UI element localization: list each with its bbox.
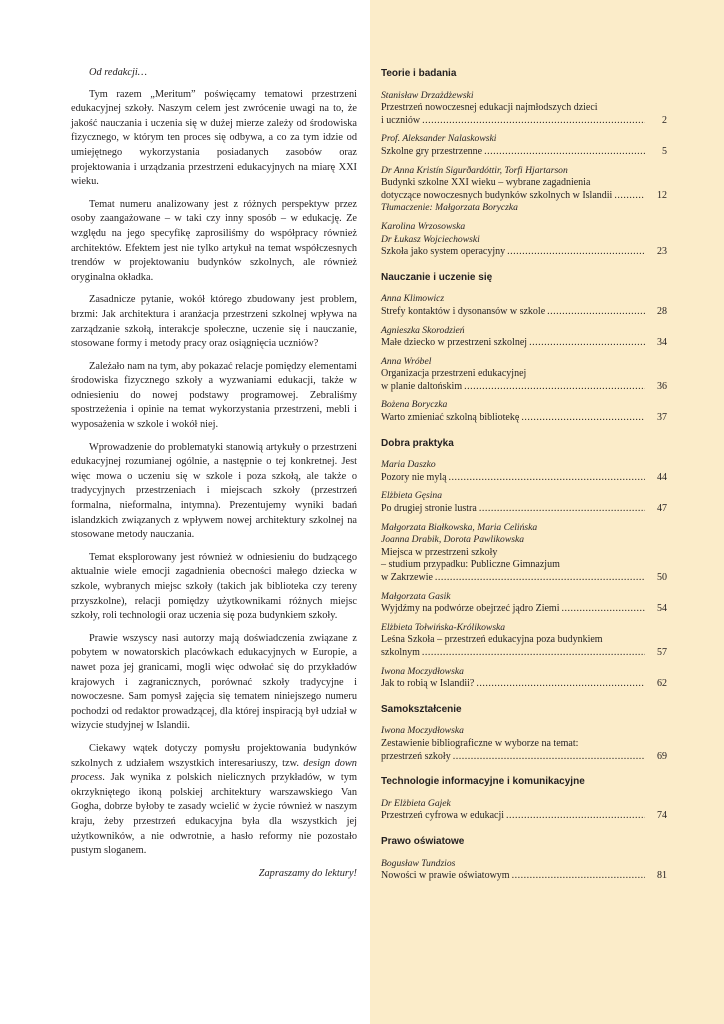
toc-entry-leader-line xyxy=(381,647,667,660)
toc-page-number: 36 xyxy=(657,380,667,392)
toc-entry-leader-line xyxy=(381,870,667,883)
toc-entry-author: Anna Klimowicz xyxy=(381,293,445,305)
editorial-paragraph: Zasadnicze pytanie, wokół którego zbudowany jest problem, brzmi: Jak architektura i aranżacja przestrzeni szkolnej wpływa na zarządzanie szkołą, interakcje społeczne, uczenie się i nauczanie, stosowane formy i metody pracy oraz osiągnięcia uczniów? xyxy=(71,294,357,350)
toc-entry[interactable] xyxy=(381,90,667,128)
toc-section xyxy=(381,438,667,691)
toc-page-number: 44 xyxy=(657,471,667,483)
toc-entry[interactable] xyxy=(381,798,667,823)
toc-entry-title: i uczniów xyxy=(381,114,421,126)
toc-entry-author: Agnieszka Skorodzień xyxy=(381,324,465,336)
editorial-paragraph: Wprowadzenie do problematyki stanowią artykuły o przestrzeni edukacyjnej rozumianej ogólnie, a następnie o tej konkretnej. Jest więc mowa o uczeniu się w szkole i poza szkołą, ale także o tradycyjnych przestrzeniach i miejscach szkoły (przestrzeń formalna, nieformalna, intymna). Prezentujemy wyniki badań islandzkich związanych z wpływem nowej architektury szkolnej na stosowane metody nauczania. xyxy=(71,441,357,541)
toc-entry-author: Dr Anna Kristín Sigurðardóttir, Torfi Hjartarson xyxy=(381,164,568,176)
toc-entry-leader-line xyxy=(381,678,667,691)
toc-page-number: 62 xyxy=(657,678,667,690)
toc-entry-title-line: – studium przypadku: Publiczne Gimnazjum xyxy=(381,559,560,571)
toc-entry-author: Iwona Moczydłowska xyxy=(381,665,464,677)
toc-dot-leader xyxy=(453,751,645,764)
toc-dot-leader xyxy=(476,678,645,691)
table-of-contents xyxy=(381,68,667,896)
toc-entry-leader-line xyxy=(381,751,667,764)
editorial-closing: Zapraszamy do lektury! xyxy=(258,867,357,879)
toc-section xyxy=(381,776,667,823)
toc-section xyxy=(381,704,667,763)
toc-page-number: 23 xyxy=(657,246,667,258)
toc-entry-author: Anna Wróbel xyxy=(381,355,432,367)
editorial-paragraph: Tym razem „Meritum” poświęcamy tematowi przestrzeni edukacyjnej szkoły. Naszym celem jest zwrócenie uwagi na to, że jakość nauczania i uczenia się w dużej mierze zależy od środowiska fizycznego, w którym ten proces się odbywa, a co za tym idzie od umiejętnego wykorzystania posiadanych zasobów oraz projektowania i urządzania przestrzeni edukacyjnych na miarę XXI wieku. xyxy=(71,88,357,188)
toc-entry[interactable] xyxy=(381,399,667,424)
toc-entry[interactable] xyxy=(381,356,667,394)
toc-entry[interactable] xyxy=(381,725,667,763)
toc-entry-leader-line xyxy=(381,381,667,394)
toc-entry-title-line: Budynki szkolne XXI wieku – wybrane zagadnienia xyxy=(381,177,591,189)
toc-page-number: 50 xyxy=(657,572,667,583)
toc-section-title: Prawo oświatowe xyxy=(381,835,465,847)
toc-section-title: Nauczanie i uczenie się xyxy=(381,271,493,283)
toc-dot-leader xyxy=(562,603,646,616)
toc-page-number: 54 xyxy=(657,603,667,615)
toc-page-number: 37 xyxy=(657,412,667,424)
toc-page-number: 69 xyxy=(657,750,667,762)
toc-dot-leader xyxy=(484,146,645,159)
toc-page-number: 2 xyxy=(662,114,667,126)
toc-entry-title: szkolnym xyxy=(381,646,420,658)
toc-section xyxy=(381,68,667,259)
toc-entry-author: Bożena Boryczka xyxy=(381,399,448,411)
toc-entry-leader-line xyxy=(381,306,667,319)
toc-section-title: Samokształcenie xyxy=(381,703,462,715)
toc-entry-author: Joanna Drabik, Dorota Pawlikowska xyxy=(381,534,525,546)
toc-dot-leader xyxy=(506,810,645,823)
toc-entry[interactable] xyxy=(381,459,667,484)
toc-dot-leader xyxy=(422,115,645,128)
toc-dot-leader xyxy=(507,246,645,259)
toc-entry-leader-line xyxy=(381,146,667,159)
toc-dot-leader xyxy=(547,306,645,319)
editorial-column xyxy=(71,66,357,881)
toc-entry-title: Warto zmieniać szkolną bibliotekę xyxy=(381,412,520,424)
toc-page-number: 47 xyxy=(657,503,667,515)
toc-section-title: Teorie i badania xyxy=(381,68,457,79)
toc-entry[interactable] xyxy=(381,293,667,318)
toc-entry-author: Bogusław Tundzios xyxy=(381,857,456,869)
toc-section-title: Dobra praktyka xyxy=(381,437,454,449)
toc-entry[interactable] xyxy=(381,591,667,616)
toc-dot-leader xyxy=(449,472,645,485)
toc-entry-author: Iwona Moczydłowska xyxy=(381,725,464,737)
editorial-heading: Od redakcji… xyxy=(89,67,147,78)
toc-section xyxy=(381,272,667,425)
editorial-paragraph: Temat numeru analizowany jest z różnych perspektyw przez osoby zaangażowane – w taki czy inny sposób – w edukację. Ze względu na jego specyfikę zaprosiliśmy do współpracy również architektów. Efektem jest nie tylko artykuł na temat współczesnych trendów w projektowaniu budynków szkolnych, ale również oryginalna okładka. xyxy=(71,198,357,283)
toc-entry-title: dotyczące nowoczesnych budynków szkolnych w Islandii xyxy=(381,189,613,201)
toc-section-title: Technologie informacyjne i komunikacyjne xyxy=(381,776,585,788)
toc-entry[interactable] xyxy=(381,522,667,585)
toc-page-number: 5 xyxy=(662,145,667,157)
toc-entry-leader-line xyxy=(381,472,667,485)
toc-entry-leader-line xyxy=(381,603,667,616)
editorial-paragraph: Zależało nam na tym, aby pokazać relacje pomiędzy elementami środowiska fizycznego szkoły a wyzwaniami edukacji, także w odniesieniu do nowej podstawy programowej. Zebraliśmy spostrzeżenia i opinie na temat wykorzystania przestrzeni, mebli i wyposażenia w szkole i wokół niej. xyxy=(71,360,357,431)
toc-entry-author: Elżbieta Gęsina xyxy=(381,490,443,502)
toc-entry-title: w Zakrzewie xyxy=(381,572,433,583)
toc-dot-leader xyxy=(529,337,645,350)
toc-entry-title-line: Przestrzeń nowoczesnej edukacji najmłodszych dzieci xyxy=(381,102,598,114)
toc-entry-leader-line xyxy=(381,190,667,203)
toc-dot-leader xyxy=(479,503,645,516)
toc-entry-title-line: Organizacja przestrzeni edukacyjnej xyxy=(381,368,527,380)
toc-entry-title: Szkolne gry przestrzenne xyxy=(381,145,483,157)
toc-entry[interactable] xyxy=(381,490,667,515)
toc-page-number: 12 xyxy=(657,189,667,201)
toc-page-number: 81 xyxy=(657,870,667,882)
toc-entry-author: Stanisław Drzażdżewski xyxy=(381,89,474,101)
toc-dot-leader xyxy=(464,381,645,394)
toc-entry-leader-line xyxy=(381,503,667,516)
toc-entry-author: Elżbieta Tołwińska-Królikowska xyxy=(381,621,506,633)
toc-dot-leader xyxy=(614,190,645,203)
editorial-emphasis: design down process xyxy=(71,757,357,784)
toc-entry-title: Szkoła jako system operacyjny xyxy=(381,246,506,258)
toc-entry-title: Wyjdźmy na podwórze obejrzeć jądro Ziemi xyxy=(381,603,560,615)
toc-section xyxy=(381,836,667,883)
toc-entry-title: Po drugiej stronie lustra xyxy=(381,503,477,515)
toc-dot-leader xyxy=(422,647,645,660)
toc-page-number: 74 xyxy=(657,810,667,822)
toc-entry[interactable] xyxy=(381,858,667,883)
toc-entry-author: Prof. Aleksander Nalaskowski xyxy=(381,133,497,145)
toc-entry-title-line: Leśna Szkoła – przestrzeń edukacyjna poza budynkiem xyxy=(381,634,603,646)
toc-entry[interactable] xyxy=(381,165,667,215)
toc-entry-title-line: Zestawienie bibliograficzne w wyborze na temat: xyxy=(381,737,579,749)
toc-entry-author: Małgorzata Gasik xyxy=(381,590,451,602)
toc-entry-author: Karolina Wrzosowska xyxy=(381,220,466,232)
toc-entry-leader-line xyxy=(381,412,667,425)
toc-entry[interactable] xyxy=(381,325,667,350)
toc-entry-leader-line xyxy=(381,337,667,350)
toc-page-number: 28 xyxy=(657,305,667,317)
toc-entry[interactable] xyxy=(381,133,667,158)
toc-entry-leader-line xyxy=(381,810,667,823)
toc-entry-title: Pozory nie mylą xyxy=(381,471,447,483)
toc-entry-leader-line xyxy=(381,246,667,259)
toc-entry-translator: Tłumaczenie: Małgorzata Boryczka xyxy=(381,202,518,214)
toc-dot-leader xyxy=(512,870,645,883)
toc-entry-title: przestrzeń szkoły xyxy=(381,750,451,762)
toc-entry[interactable] xyxy=(381,666,667,691)
toc-entry[interactable] xyxy=(381,622,667,660)
toc-entry-leader-line xyxy=(381,572,667,585)
toc-entry-title: Nowości w prawie oświatowym xyxy=(381,870,510,882)
toc-page-number: 34 xyxy=(657,337,667,349)
toc-dot-leader xyxy=(435,572,645,585)
toc-entry-author: Małgorzata Białkowska, Maria Celińska xyxy=(381,521,538,533)
toc-entry-title-line: Miejsca w przestrzeni szkoły xyxy=(381,546,498,558)
editorial-paragraph: Ciekawy wątek dotyczy pomysłu projektowania budynków szkolnych z udziałem wszystkich interesariuszy, tzw. design down process. Jak wynika z polskich nielicznych przykładów, w tym okrzykniętego ikoną polskiej architektury warszawskiego Van Gogha, dobrze byłoby te zasady wcielić w życie również w naszym kraju, żeby przestrzeń edukacyjna była dla wszystkich jej użytkowników, a nie odwrotnie, a hasło reformy nie pozostało pustym sloganem. xyxy=(71,742,357,857)
toc-page-number: 57 xyxy=(657,646,667,658)
toc-entry-title: Jak to robią w Islandii? xyxy=(381,678,475,690)
toc-entry-title: Strefy kontaktów i dysonansów w szkole xyxy=(381,305,546,317)
toc-entry-title: Małe dziecko w przestrzeni szkolnej xyxy=(381,337,528,349)
toc-entry-title: w planie daltońskim xyxy=(381,380,463,392)
toc-entry-leader-line xyxy=(381,115,667,128)
toc-entry-author: Dr Łukasz Wojciechowski xyxy=(381,233,480,245)
toc-entry[interactable] xyxy=(381,221,667,259)
toc-dot-leader xyxy=(521,412,645,425)
toc-entry-title: Przestrzeń cyfrowa w edukacji xyxy=(381,810,504,822)
editorial-paragraph: Temat eksplorowany jest również w odniesieniu do budzącego aktualnie wiele emocji zagadnienia obecności małego dziecka w szkole, wybranych miejsc szkoły (takich jak biblioteka czy tereny przyszkolne), relacji pomiędzy użytkownikami różnych miejsc szkoły, roli technologii oraz uczenia się poza budynkiem szkoły. xyxy=(71,551,357,622)
editorial-paragraph: Prawie wszyscy nasi autorzy mają doświadczenia związane z pobytem w nowatorskich placówkach edukacyjnych w Europie, a nawet poza jej granicami, mogli więc odwołać się do przykładów krajowych i zagranicznych, porównać szkoły tradycyjne i nowoczesne. Sam pomysł zajęcia się tematem niniejszego numeru pochodzi od redaktor prowadzącej, dla której inspiracją był udział w wizycie studyjnej w Islandii. xyxy=(71,632,357,732)
toc-entry-author: Maria Daszko xyxy=(381,459,436,471)
toc-entry-author: Dr Elżbieta Gajek xyxy=(381,797,451,809)
